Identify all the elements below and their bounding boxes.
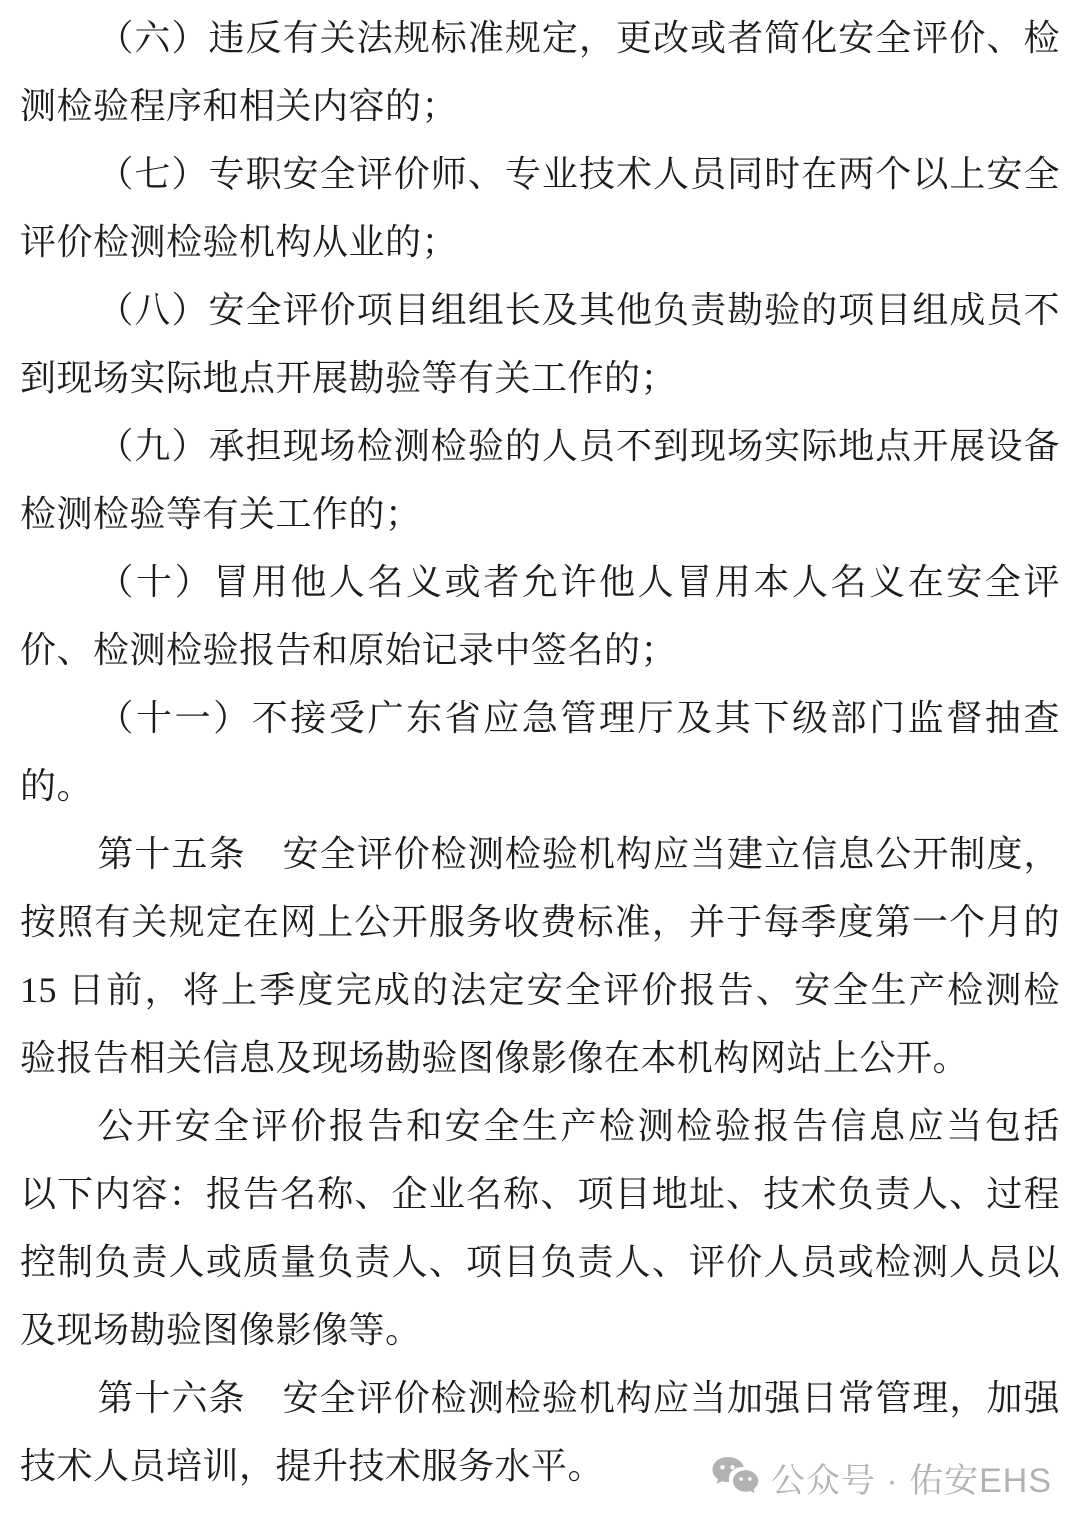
text-line: 以下内容：报告名称、企业名称、项目地址、技术负责人、过程 xyxy=(20,1174,1060,1214)
text-line: 验报告相关信息及现场勘验图像影像在本机构网站上公开。 xyxy=(20,1038,970,1078)
text-line: （八）安全评价项目组组长及其他负责勘验的项目组成员不 xyxy=(97,290,1060,330)
text-line: 测检验程序和相关内容的； xyxy=(20,86,459,126)
watermark xyxy=(711,1453,1052,1502)
text-line: 检测检验等有关工作的； xyxy=(20,494,422,534)
text-line: 公开安全评价报告和安全生产检测检验报告信息应当包括 xyxy=(97,1106,1060,1146)
wechat-icon xyxy=(711,1455,759,1501)
text-line: 到现场实际地点开展勘验等有关工作的； xyxy=(20,358,678,398)
text-line: （十）冒用他人名义或者允许他人冒用本人名义在安全评 xyxy=(97,562,1060,602)
text-line: 第十六条 安全评价检测检验机构应当加强日常管理，加强 xyxy=(97,1378,1060,1418)
text-line: 价、检测检验报告和原始记录中签名的； xyxy=(20,630,678,670)
text-line: （七）专职安全评价师、专业技术人员同时在两个以上安全 xyxy=(97,154,1060,194)
text-line: 控制负责人或质量负责人、项目负责人、评价人员或检测人员以 xyxy=(20,1242,1060,1282)
text-line: （六）违反有关法规标准规定，更改或者简化安全评价、检 xyxy=(97,18,1060,58)
watermark-text: 公众号 · 佑安EHS xyxy=(770,1462,1052,1500)
text-line: 技术人员培训，提升技术服务水平。 xyxy=(20,1446,605,1486)
text-line: 15 日前，将上季度完成的法定安全评价报告、安全生产检测检 xyxy=(20,970,1060,1010)
text-line: （十一）不接受广东省应急管理厅及其下级部门监督抽查 xyxy=(97,698,1060,738)
text-line: 及现场勘验图像影像等。 xyxy=(20,1310,422,1350)
text-line: 的。 xyxy=(20,766,94,806)
text-line: 按照有关规定在网上公开服务收费标准，并于每季度第一个月的 xyxy=(20,902,1060,942)
text-line: 评价检测检验机构从业的； xyxy=(20,222,459,262)
text-line: （九）承担现场检测检验的人员不到现场实际地点开展设备 xyxy=(97,426,1060,466)
document-body xyxy=(20,4,1060,1500)
text-line: 第十五条 安全评价检测检验机构应当建立信息公开制度， xyxy=(97,834,1060,874)
